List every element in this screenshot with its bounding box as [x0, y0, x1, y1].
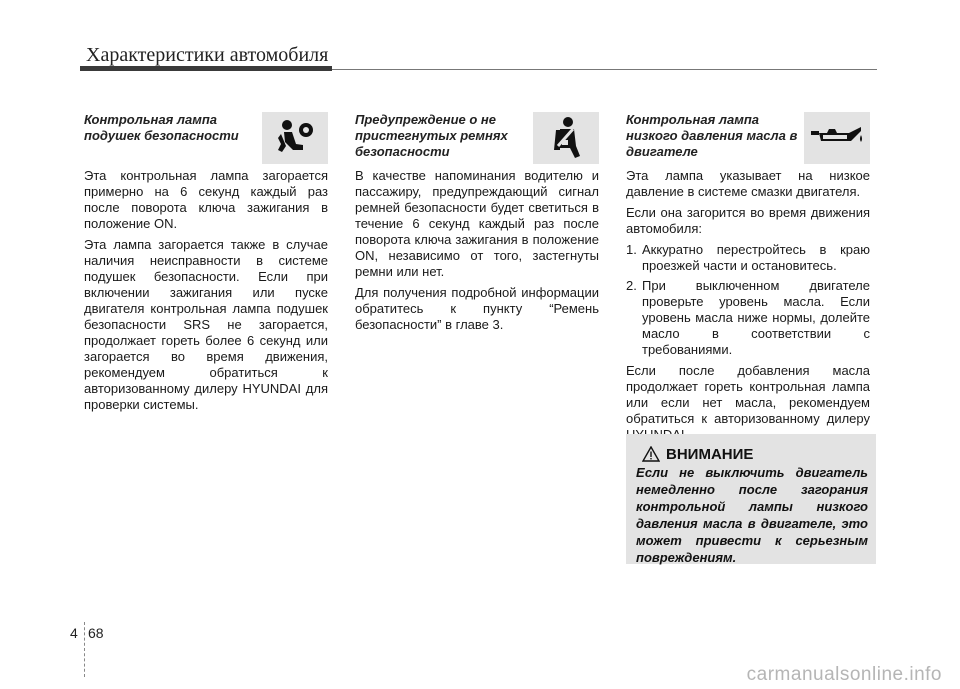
list-number: 2.	[626, 278, 637, 293]
header-rule-thin	[332, 69, 877, 70]
paragraph: Если она загорится во время движения автомобиля:	[626, 205, 870, 236]
header-rule-thick	[80, 66, 332, 71]
list-item	[626, 278, 870, 358]
section-title: Контрольная лампа подушек безопасности	[84, 112, 239, 143]
warning-box	[626, 434, 876, 564]
section-number: 4	[70, 625, 78, 641]
paragraph: В качестве напоминания водителю и пассажиру, предупреждающий сигнал ремней безопасности будет светиться в течение 6 секунд каждый раз после поворота ключа зажигания в положение ON, независимо от того, застегнуты ремни или нет.	[355, 168, 599, 279]
paragraph: Для получения подробной информации обратитесь к пункту “Ремень безопасности” в главе 3.	[355, 285, 599, 332]
page-header-title: Характеристики автомобиля	[86, 44, 329, 66]
airbag-warning-icon	[262, 112, 328, 164]
seatbelt-warning-icon	[533, 112, 599, 164]
list-text: При выключенном двигателе проверьте уровень масла. Если уровень масла ниже нормы, долейте масло в соответствии с требованиями.	[642, 278, 870, 357]
oil-pressure-icon	[804, 112, 870, 164]
warning-triangle-icon	[642, 446, 660, 462]
airbag-section	[84, 108, 328, 418]
section-title: Предупреждение о не пристегнутых ремнях безопасности	[355, 112, 508, 159]
seatbelt-section	[355, 108, 599, 338]
watermark: carmanualsonline.info	[746, 664, 942, 685]
warning-text: Если не выключить двигатель немедленно после загорания контрольной лампы низкого давления масла в двигателе, это может привести к серьезным повреждениям.	[636, 465, 868, 565]
list-item	[626, 242, 870, 274]
section-title: Контрольная лампа низкого давления масла в двигателе	[626, 112, 798, 159]
footer-divider	[84, 622, 86, 677]
warning-title: ВНИМАНИЕ	[666, 445, 754, 463]
list-text: Аккуратно перестройтесь в краю проезжей части и остановитесь.	[642, 242, 870, 273]
paragraph: Эта лампа загорается также в случае наличия неисправности в системе подушек безопасности. Если при включении зажигания или пуске двигателя контрольная лампа подушек безопасности SRS не загорается, продолжает гореть более 6 секунд или загорается во время движения, рекомендуем обратиться к авторизованному дилеру HYUNDAI для проверки системы.	[84, 237, 328, 412]
numbered-list	[626, 242, 870, 358]
page-number: 68	[88, 625, 104, 641]
paragraph: Если после добавления масла продолжает гореть контрольная лампа или если нет масла, рекомендуем обратиться к авторизованному дилеру	[626, 363, 870, 426]
oil-pressure-section	[626, 108, 870, 448]
paragraph: Эта лампа указывает на низкое давление в системе смазки двигателя.	[626, 168, 870, 199]
list-number: 1.	[626, 242, 637, 257]
paragraph: Эта контрольная лампа загорается примерно на 6 секунд каждый раз после поворота ключа зажигания в положение ON.	[84, 168, 328, 231]
